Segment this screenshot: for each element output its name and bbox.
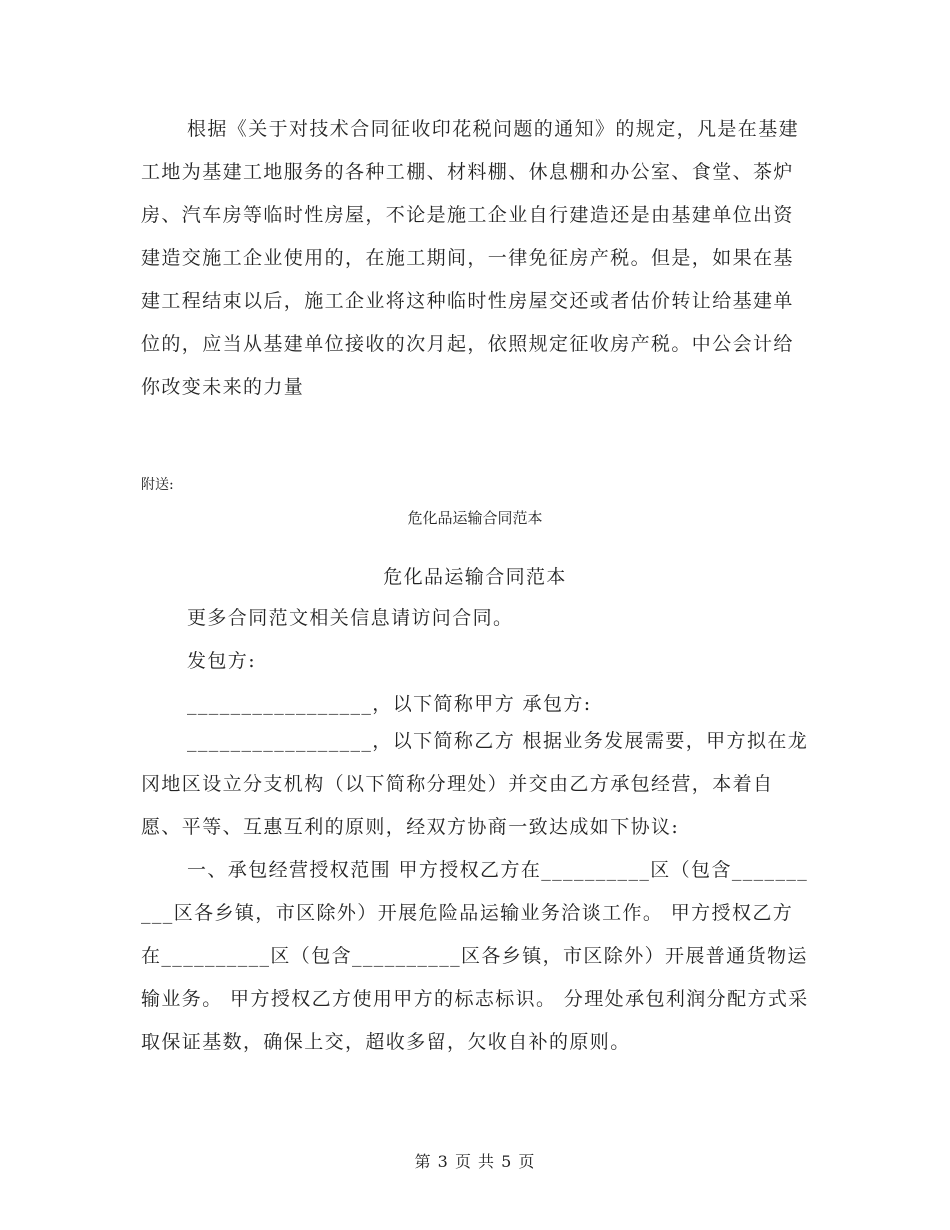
- clause-one-paragraph: 一、承包经营授权范围 甲方授权乙方在__________区（包含__________区各乡镇，市区除外）开展危险品运输业务洽谈工作。 甲方授权乙方在__________区（包含__________区各乡镇，市区除外）开展普通货物运输业务。 甲方授权乙方使用甲方的标志标识。 分理处承包利润分配方式采取保证基数，确保上交，超收多留，欠收自补的原则。: [141, 859, 809, 1053]
- party-a-label: 发包方:: [187, 650, 257, 672]
- intro-paragraph: 根据《关于对技术合同征收印花税问题的通知》的规定，凡是在基建工地为基建工地服务的各种工棚、材料棚、休息棚和办公室、食堂、茶炉房、汽车房等临时性房屋，不论是施工企业自行建造还是由基建单位出资建造交施工企业使用的，在施工期间，一律免征房产税。但是，如果在基建工程结束以后，施工企业将这种临时性房屋交还或者估价转让给基建单位的，应当从基建单位接收的次月起，依照规定征收房产税。中公会计给你改变未来的力量: [141, 118, 800, 398]
- header-title: 危化品运输合同范本: [407, 509, 543, 527]
- party-a-line: _________________，以下简称甲方 承包方:: [187, 693, 592, 715]
- page-indicator: 第 3 页 共 5 页: [414, 1152, 536, 1171]
- appendix-label: 附送:: [141, 477, 174, 493]
- contract-title: 危化品运输合同范本: [383, 566, 567, 588]
- more-info-line: 更多合同范文相关信息请访问合同。: [187, 607, 514, 629]
- party-b-paragraph: _________________，以下简称乙方 根据业务发展需要，甲方拟在龙冈地区设立分支机构（以下简称分理处）并交由乙方承包经营，本着自愿、平等、互惠互利的原则，经双方协商一致达成如下协议:: [141, 730, 809, 838]
